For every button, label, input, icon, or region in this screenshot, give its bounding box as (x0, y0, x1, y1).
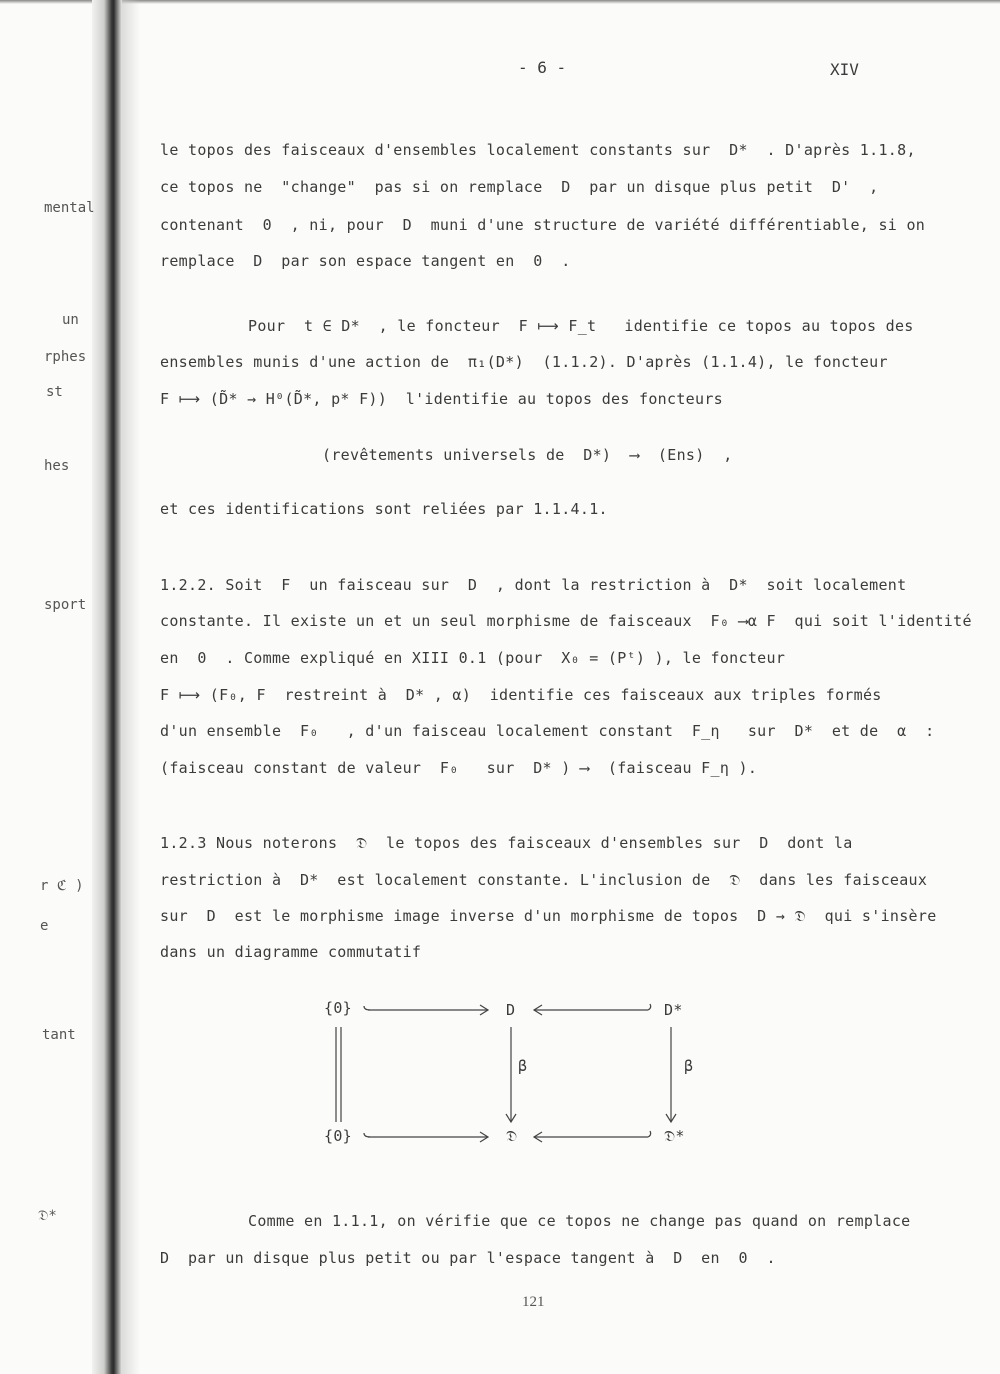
text-line: D par un disque plus petit ou par l'espace tangent à D en 0 . (160, 1249, 776, 1267)
diagram-node-bottom-left: {0} (324, 1127, 352, 1145)
margin-fragment: 𝔇* (38, 1208, 57, 1224)
text-line: le topos des faisceaux d'ensembles localement constants sur D* . D'après 1.1.8, (160, 141, 916, 159)
text-line: constante. Il existe un et un seul morphisme de faisceaux F₀ ⟶α F qui soit l'identité (160, 612, 972, 630)
margin-fragment: st (46, 384, 63, 400)
text-line: contenant 0 , ni, pour D muni d'une structure de variété différentiable, si on (160, 216, 926, 234)
text-line: (faisceau constant de valeur F₀ sur D* ) ⟶ (faisceau F_η ). (160, 759, 758, 777)
margin-fragment: sport (44, 597, 87, 613)
text-line: Pour t ∈ D* , le foncteur F ⟼ F_t identifie ce topos au topos des (248, 317, 914, 335)
text-line: F ⟼ (D̃* → H⁰(D̃*, p* F)) l'identifie au topos des foncteurs (160, 390, 723, 408)
diagram-label-mid: β (518, 1057, 528, 1075)
margin-fragment: rphes (44, 349, 87, 365)
chapter-number: XIV (830, 60, 859, 79)
page-number: 121 (522, 1294, 545, 1310)
text-line: en 0 . Comme expliqué en XIII 0.1 (pour X₀ = (Pᵗ) ), le foncteur (160, 649, 786, 667)
diagram-node-bottom-right: 𝔇* (664, 1127, 685, 1145)
page-marker: - 6 - (518, 58, 567, 77)
text-line: Comme en 1.1.1, on vérifie que ce topos ne change pas quand on remplace (248, 1212, 911, 1230)
text-line: sur D est le morphisme image inverse d'un morphisme de topos D → 𝔇 qui s'insère (160, 907, 937, 925)
text-line: ensembles munis d'une action de π₁(D*) (1.1.2). D'après (1.1.4), le foncteur (160, 353, 888, 371)
text-line: F ⟼ (F₀, F restreint à D* , α) identifie ces faisceaux aux triples formés (160, 686, 882, 704)
margin-fragment: mental (44, 200, 95, 216)
text-line: dans un diagramme commutatif (160, 943, 422, 961)
text-line: ce topos ne "change" pas si on remplace D par un disque plus petit D' , (160, 178, 879, 196)
margin-fragment: e (40, 918, 49, 934)
text-line: 1.2.3 Nous noterons 𝔇 le topos des faisceaux d'ensembles sur D dont la (160, 834, 853, 852)
margin-fragment: hes (44, 458, 70, 474)
margin-fragment: tant (42, 1027, 76, 1043)
centered-formula: (revêtements universels de D*) ⟶ (Ens) , (322, 446, 733, 464)
diagram-node-bottom-mid: 𝔇 (506, 1127, 518, 1145)
margin-fragment: r ℭ ) (40, 878, 84, 894)
margin-fragment: un (62, 312, 79, 328)
text-line: d'un ensemble F₀ , d'un faisceau localement constant F_η sur D* et de α : (160, 722, 935, 740)
text-line: 1.2.2. Soit F un faisceau sur D , dont la restriction à D* soit localement (160, 576, 907, 594)
diagram-node-top-mid: D (506, 1001, 516, 1019)
text-line: restriction à D* est localement constante. L'inclusion de 𝔇 dans les faisceaux (160, 871, 928, 889)
text-line: remplace D par son espace tangent en 0 . (160, 252, 571, 270)
diagram-node-top-right: D* (664, 1001, 683, 1019)
diagram-label-right: β (684, 1057, 694, 1075)
text-line: et ces identifications sont reliées par 1.1.4.1. (160, 500, 608, 518)
diagram-node-top-left: {0} (324, 999, 352, 1017)
